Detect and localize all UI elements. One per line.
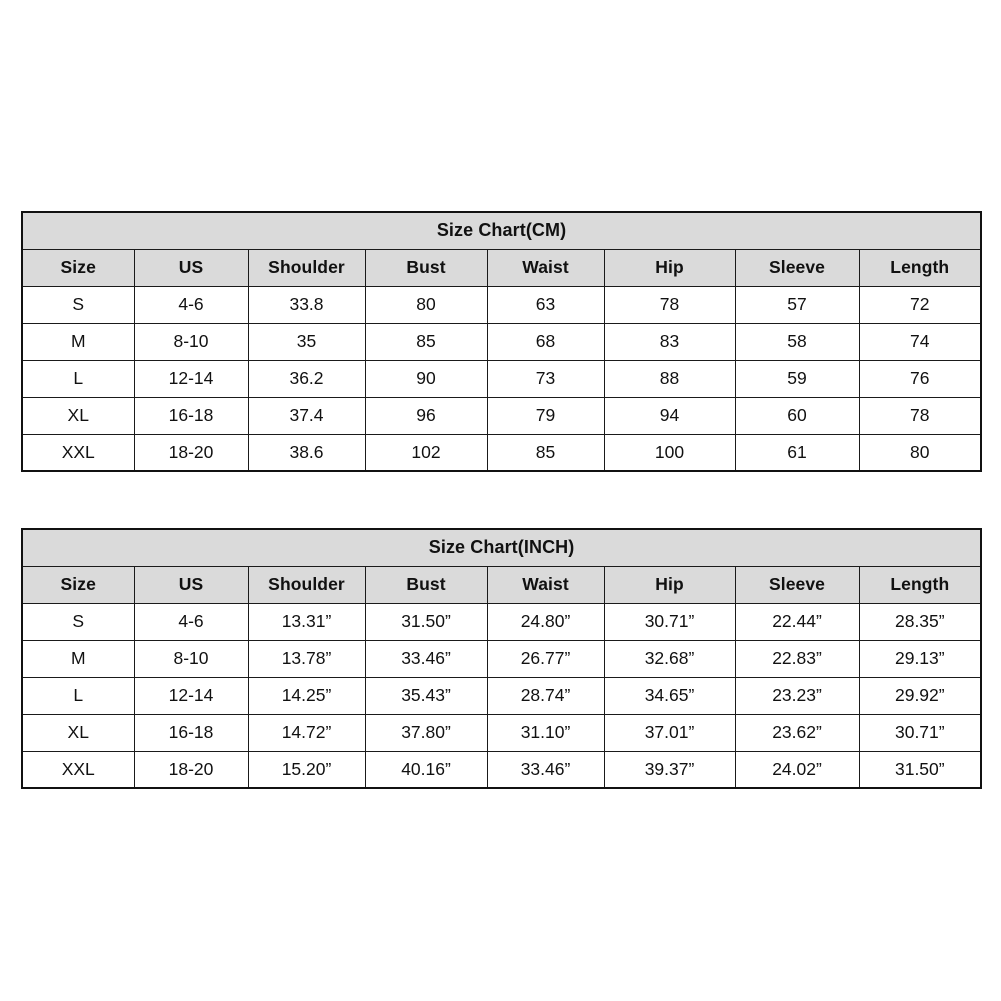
cell-hip: 88 (604, 360, 735, 397)
cell-bust: 90 (365, 360, 487, 397)
cell-bust: 33.46” (365, 640, 487, 677)
cell-shoulder: 14.25” (248, 677, 365, 714)
cell-waist: 31.10” (487, 714, 604, 751)
cell-size: M (22, 640, 134, 677)
cell-shoulder: 13.31” (248, 603, 365, 640)
column-header-us: US (134, 249, 248, 286)
cell-length: 76 (859, 360, 981, 397)
column-header-hip: Hip (604, 566, 735, 603)
column-header-waist: Waist (487, 566, 604, 603)
cell-bust: 40.16” (365, 751, 487, 788)
cell-bust: 37.80” (365, 714, 487, 751)
cell-us: 4-6 (134, 286, 248, 323)
cell-us: 16-18 (134, 714, 248, 751)
cell-size: S (22, 286, 134, 323)
cell-hip: 78 (604, 286, 735, 323)
cell-us: 4-6 (134, 603, 248, 640)
cell-us: 16-18 (134, 397, 248, 434)
cell-size: XXL (22, 751, 134, 788)
cell-us: 12-14 (134, 677, 248, 714)
column-header-bust: Bust (365, 566, 487, 603)
table-header-row (22, 249, 981, 286)
table-row (22, 677, 981, 714)
cell-sleeve: 23.62” (735, 714, 859, 751)
cell-waist: 28.74” (487, 677, 604, 714)
cell-shoulder: 38.6 (248, 434, 365, 471)
cm-table-title: Size Chart(CM) (22, 212, 981, 249)
cell-sleeve: 22.44” (735, 603, 859, 640)
cell-size: XL (22, 397, 134, 434)
cell-bust: 102 (365, 434, 487, 471)
column-header-bust: Bust (365, 249, 487, 286)
table-row (22, 751, 981, 788)
column-header-length: Length (859, 249, 981, 286)
cell-bust: 85 (365, 323, 487, 360)
cell-size: L (22, 677, 134, 714)
cell-waist: 85 (487, 434, 604, 471)
table-row (22, 286, 981, 323)
column-header-sleeve: Sleeve (735, 249, 859, 286)
column-header-us: US (134, 566, 248, 603)
cell-size: L (22, 360, 134, 397)
cell-length: 74 (859, 323, 981, 360)
column-header-shoulder: Shoulder (248, 566, 365, 603)
cell-size: XL (22, 714, 134, 751)
cell-size: S (22, 603, 134, 640)
cell-sleeve: 24.02” (735, 751, 859, 788)
column-header-length: Length (859, 566, 981, 603)
cell-us: 18-20 (134, 751, 248, 788)
cell-sleeve: 22.83” (735, 640, 859, 677)
cell-waist: 73 (487, 360, 604, 397)
cell-hip: 83 (604, 323, 735, 360)
cell-hip: 39.37” (604, 751, 735, 788)
size-chart-cm-table (21, 211, 982, 472)
cell-waist: 24.80” (487, 603, 604, 640)
cell-sleeve: 58 (735, 323, 859, 360)
cell-bust: 80 (365, 286, 487, 323)
cell-waist: 33.46” (487, 751, 604, 788)
cell-shoulder: 13.78” (248, 640, 365, 677)
table-row (22, 323, 981, 360)
cell-shoulder: 37.4 (248, 397, 365, 434)
cell-length: 28.35” (859, 603, 981, 640)
cell-length: 29.13” (859, 640, 981, 677)
column-header-sleeve: Sleeve (735, 566, 859, 603)
column-header-hip: Hip (604, 249, 735, 286)
cell-size: XXL (22, 434, 134, 471)
inch-table-title: Size Chart(INCH) (22, 529, 981, 566)
table-title-row (22, 212, 981, 249)
table-row (22, 360, 981, 397)
cell-us: 12-14 (134, 360, 248, 397)
cell-sleeve: 23.23” (735, 677, 859, 714)
cell-length: 80 (859, 434, 981, 471)
table-row (22, 640, 981, 677)
table-title-row (22, 529, 981, 566)
cell-hip: 30.71” (604, 603, 735, 640)
table-header-row (22, 566, 981, 603)
table-row (22, 714, 981, 751)
size-chart-inch-table (21, 528, 982, 789)
cell-length: 31.50” (859, 751, 981, 788)
cell-hip: 100 (604, 434, 735, 471)
cell-size: M (22, 323, 134, 360)
cell-shoulder: 35 (248, 323, 365, 360)
column-header-size: Size (22, 249, 134, 286)
cell-waist: 79 (487, 397, 604, 434)
cell-shoulder: 36.2 (248, 360, 365, 397)
table-row (22, 603, 981, 640)
cell-shoulder: 14.72” (248, 714, 365, 751)
cell-us: 8-10 (134, 640, 248, 677)
cell-sleeve: 60 (735, 397, 859, 434)
cell-hip: 94 (604, 397, 735, 434)
cell-hip: 34.65” (604, 677, 735, 714)
cell-sleeve: 59 (735, 360, 859, 397)
cell-us: 18-20 (134, 434, 248, 471)
cell-length: 78 (859, 397, 981, 434)
cell-hip: 37.01” (604, 714, 735, 751)
column-header-size: Size (22, 566, 134, 603)
cell-bust: 31.50” (365, 603, 487, 640)
cell-sleeve: 57 (735, 286, 859, 323)
cell-waist: 63 (487, 286, 604, 323)
column-header-shoulder: Shoulder (248, 249, 365, 286)
column-header-waist: Waist (487, 249, 604, 286)
cell-length: 72 (859, 286, 981, 323)
table-row (22, 397, 981, 434)
table-row (22, 434, 981, 471)
cell-bust: 96 (365, 397, 487, 434)
cell-hip: 32.68” (604, 640, 735, 677)
cell-shoulder: 33.8 (248, 286, 365, 323)
cell-sleeve: 61 (735, 434, 859, 471)
cell-length: 29.92” (859, 677, 981, 714)
cell-us: 8-10 (134, 323, 248, 360)
cell-shoulder: 15.20” (248, 751, 365, 788)
cell-waist: 26.77” (487, 640, 604, 677)
cell-length: 30.71” (859, 714, 981, 751)
cell-waist: 68 (487, 323, 604, 360)
cell-bust: 35.43” (365, 677, 487, 714)
